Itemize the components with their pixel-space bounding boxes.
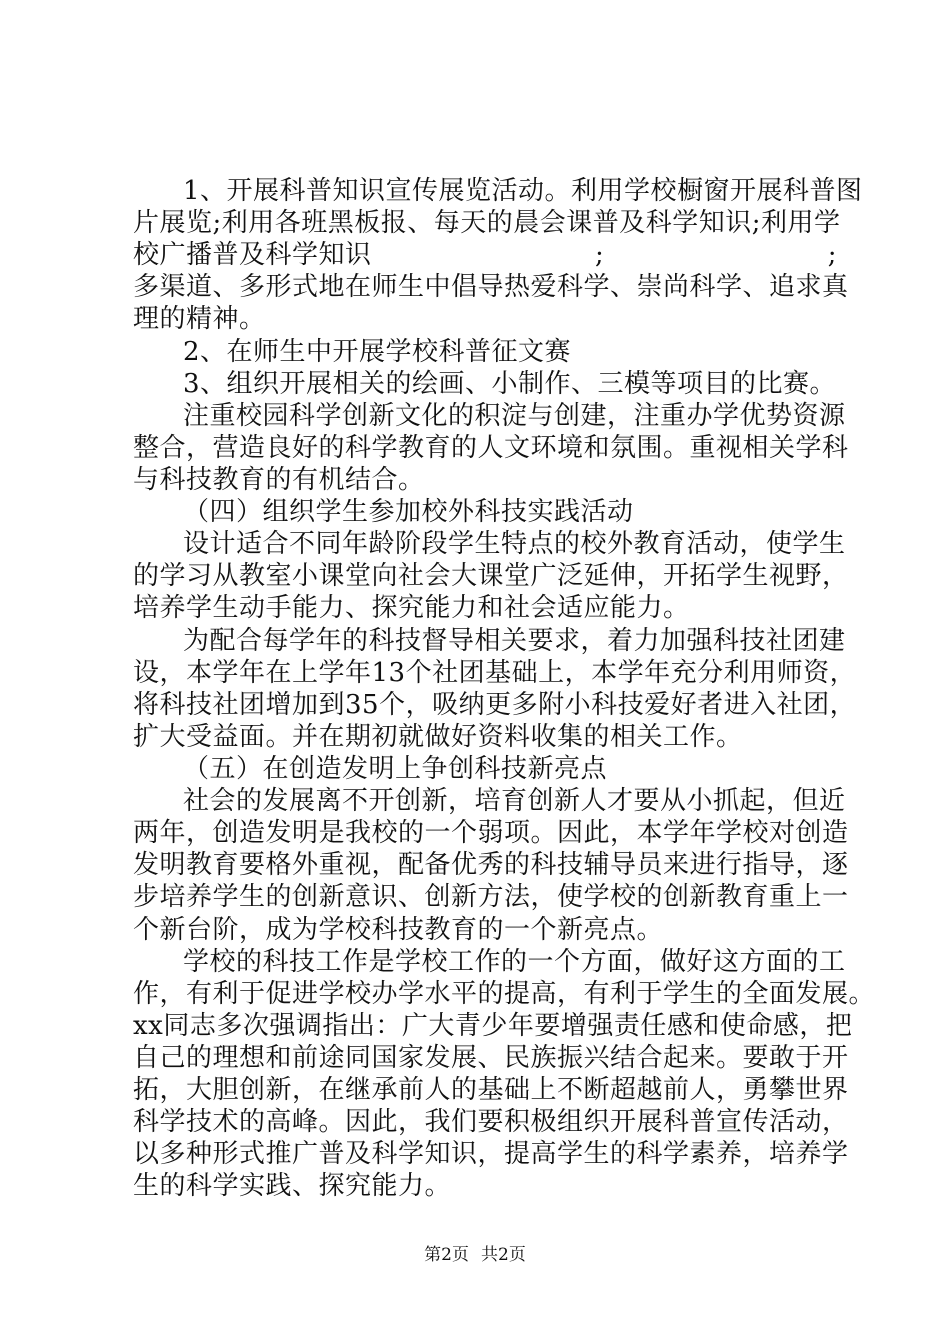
body-line: 片展览;利用各班黑板报、每天的晨会课普及科学知识;利用学 (133, 208, 841, 238)
body-line-segment: ; (594, 240, 605, 270)
body-line: 将科技社团增加到35个，吸纳更多附小科技爱好者进入社团， (133, 690, 857, 720)
body-line: 拓，大胆创新，在继承前人的基础上不断超越前人，勇攀世界 (133, 1075, 849, 1105)
body-line: 与科技教育的有机结合。 (133, 465, 425, 495)
body-line: 2、在师生中开展学校科普征文赛 (183, 337, 572, 367)
body-line: 社会的发展离不开创新，培育创新人才要从小抓起，但近 (183, 786, 846, 816)
body-line: 以多种形式推广普及科学知识，提高学生的科学素养，培养学 (133, 1139, 849, 1169)
body-line: 3、组织开展相关的绘画、小制作、三模等项目的比赛。 (183, 369, 837, 399)
body-line: 多渠道、多形式地在师生中倡导热爱科学、崇尚科学、追求真 (133, 272, 849, 302)
section-heading: （五）在创造发明上争创科技新亮点 (183, 754, 608, 784)
body-line: 个新台阶，成为学校科技教育的一个新亮点。 (133, 915, 664, 945)
body-line: 整合，营造良好的科学教育的人文环境和氛围。重视相关学科 (133, 433, 849, 463)
body-line: 设，本学年在上学年13个社团基础上，本学年充分利用师资， (133, 658, 857, 688)
body-line: 设计适合不同年龄阶段学生特点的校外教育活动，使学生 (183, 529, 846, 559)
body-line: 注重校园科学创新文化的积淀与创建，注重办学优势资源 (183, 401, 846, 431)
body-line-spread (133, 240, 837, 270)
body-line: 1、开展科普知识宣传展览活动。利用学校橱窗开展科普图 (183, 176, 863, 206)
body-line: 的学习从教室小课堂向社会大课堂广泛延伸，开拓学生视野， (133, 561, 849, 591)
body-line: 两年，创造发明是我校的一个弱项。因此，本学年学校对创造 (133, 818, 849, 848)
body-line: 作，有利于促进学校办学水平的提高，有利于学生的全面发展。 (133, 979, 876, 1009)
body-line: 为配合每学年的科技督导相关要求，着力加强科技社团建 (183, 626, 846, 656)
body-line: 科学技术的高峰。因此，我们要积极组织开展科普宣传活动， (133, 1107, 849, 1137)
section-heading: （四）组织学生参加校外科技实践活动 (183, 497, 634, 527)
body-line: xx同志多次强调指出：广大青少年要增强责任感和使命感，把 (133, 1011, 853, 1041)
page-footer (0, 1245, 950, 1265)
body-line: 理的精神。 (133, 304, 266, 334)
body-line: 扩大受益面。并在期初就做好资料收集的相关工作。 (133, 722, 743, 752)
page-total: 共2页 (481, 1245, 526, 1265)
body-line: 步培养学生的创新意识、创新方法，使学校的创新教育重上一 (133, 882, 849, 912)
body-line: 发明教育要格外重视，配备优秀的科技辅导员来进行指导，逐 (133, 850, 849, 880)
body-line: 自己的理想和前途同国家发展、民族振兴结合起来。要敢于开 (133, 1043, 849, 1073)
body-line-segment: 校广播普及科学知识 (133, 240, 372, 270)
body-line-segment: ; (827, 240, 837, 270)
body-line: 培养学生动手能力、探究能力和社会适应能力。 (133, 593, 690, 623)
body-line: 学校的科技工作是学校工作的一个方面，做好这方面的工 (183, 947, 846, 977)
page-number: 第2页 (424, 1245, 469, 1265)
body-line: 生的科学实践、探究能力。 (133, 1171, 452, 1201)
